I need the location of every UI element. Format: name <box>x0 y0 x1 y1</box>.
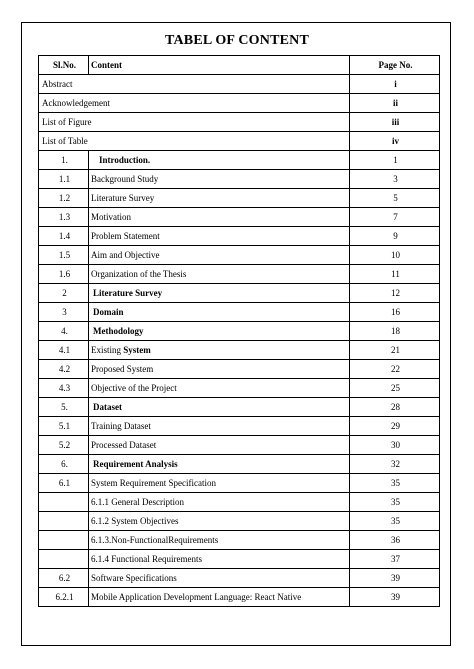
toc-content: Training Dataset <box>89 417 350 436</box>
toc-content: Introduction. <box>89 151 350 170</box>
toc-page-no: 1 <box>350 151 440 170</box>
toc-sl-no: 3 <box>39 303 89 322</box>
toc-content: 6.1.4 Functional Requirements <box>89 550 350 569</box>
toc-row <box>39 208 440 227</box>
toc-content: Dataset <box>89 398 350 417</box>
toc-row <box>39 550 440 569</box>
toc-row <box>39 189 440 208</box>
toc-page-no: 11 <box>350 265 440 284</box>
toc-row <box>39 436 440 455</box>
toc-sl-no: 1.6 <box>39 265 89 284</box>
toc-content: 6.1.1 General Description <box>89 493 350 512</box>
toc-sl-no: 6.1 <box>39 474 89 493</box>
toc-row <box>39 170 440 189</box>
front-matter-page: ii <box>350 94 440 113</box>
toc-sl-no <box>39 531 89 550</box>
toc-content: Proposed System <box>89 360 350 379</box>
toc-row <box>39 151 440 170</box>
front-matter-row <box>39 75 440 94</box>
toc-page-no: 7 <box>350 208 440 227</box>
toc-page-no: 35 <box>350 474 440 493</box>
front-matter-row <box>39 94 440 113</box>
toc-row <box>39 360 440 379</box>
toc-sl-no: 4.3 <box>39 379 89 398</box>
toc-content: Motivation <box>89 208 350 227</box>
toc-sl-no: 4.2 <box>39 360 89 379</box>
toc-sl-no: 2 <box>39 284 89 303</box>
toc-content: 6.1.3.Non-FunctionalRequirements <box>89 531 350 550</box>
toc-content: Organization of the Thesis <box>89 265 350 284</box>
toc-content: Mobile Application Development Language: React Native <box>89 588 350 607</box>
toc-row <box>39 569 440 588</box>
toc-page-no: 10 <box>350 246 440 265</box>
toc-row <box>39 474 440 493</box>
toc-row <box>39 246 440 265</box>
toc-content: Methodology <box>89 322 350 341</box>
toc-page-no: 36 <box>350 531 440 550</box>
front-matter-label: List of Figure <box>39 113 350 132</box>
toc-content <box>89 341 350 360</box>
toc-sl-no: 6.2.1 <box>39 588 89 607</box>
toc-row <box>39 512 440 531</box>
toc-sl-no: 1.5 <box>39 246 89 265</box>
toc-row <box>39 455 440 474</box>
toc-page-no: 5 <box>350 189 440 208</box>
toc-page-no: 39 <box>350 569 440 588</box>
toc-page-no: 35 <box>350 512 440 531</box>
toc-row <box>39 398 440 417</box>
toc-page-no: 32 <box>350 455 440 474</box>
toc-row <box>39 531 440 550</box>
toc-page-no: 21 <box>350 341 440 360</box>
toc-sl-no: 4. <box>39 322 89 341</box>
toc-page-no: 9 <box>350 227 440 246</box>
toc-content: Requirement Analysis <box>89 455 350 474</box>
toc-page-no: 30 <box>350 436 440 455</box>
toc-page-no: 25 <box>350 379 440 398</box>
toc-content: Objective of the Project <box>89 379 350 398</box>
toc-sl-no: 5.2 <box>39 436 89 455</box>
toc-row <box>39 284 440 303</box>
toc-content: Domain <box>89 303 350 322</box>
front-matter-label: Acknowledgement <box>39 94 350 113</box>
toc-page-no: 16 <box>350 303 440 322</box>
toc-row <box>39 588 440 607</box>
toc-page-no: 28 <box>350 398 440 417</box>
toc-page-no: 37 <box>350 550 440 569</box>
toc-sl-no: 5. <box>39 398 89 417</box>
toc-sl-no: 6.2 <box>39 569 89 588</box>
toc-content: Background Study <box>89 170 350 189</box>
toc-content: 6.1.2 System Objectives <box>89 512 350 531</box>
toc-sl-no: 4.1 <box>39 341 89 360</box>
front-matter-page: iv <box>350 132 440 151</box>
toc-header-row <box>39 56 440 75</box>
toc-sl-no: 1.2 <box>39 189 89 208</box>
toc-sl-no: 1.4 <box>39 227 89 246</box>
front-matter-row <box>39 113 440 132</box>
toc-sl-no: 1. <box>39 151 89 170</box>
toc-row <box>39 341 440 360</box>
toc-row <box>39 417 440 436</box>
toc-sl-no <box>39 512 89 531</box>
toc-page-no: 3 <box>350 170 440 189</box>
page-title: TABEL OF CONTENT <box>164 33 309 48</box>
toc-page-no: 29 <box>350 417 440 436</box>
toc-content: Literature Survey <box>89 284 350 303</box>
toc-row <box>39 322 440 341</box>
toc-content: Software Specifications <box>89 569 350 588</box>
toc-content-text: Existing <box>91 345 124 355</box>
front-matter-label: List of Table <box>39 132 350 151</box>
header-page-no: Page No. <box>350 56 440 75</box>
toc-row <box>39 303 440 322</box>
toc-content: Processed Dataset <box>89 436 350 455</box>
toc-sl-no: 1.1 <box>39 170 89 189</box>
toc-page-no: 22 <box>350 360 440 379</box>
toc-page-no: 39 <box>350 588 440 607</box>
toc-content-emphasis: System <box>123 345 151 355</box>
toc-sl-no <box>39 493 89 512</box>
toc-content: Problem Statement <box>89 227 350 246</box>
toc-row <box>39 227 440 246</box>
toc-content: Aim and Objective <box>89 246 350 265</box>
toc-table <box>38 55 440 607</box>
toc-row <box>39 265 440 284</box>
front-matter-label: Abstract <box>39 75 350 94</box>
toc-sl-no <box>39 550 89 569</box>
front-matter-page: i <box>350 75 440 94</box>
toc-content: System Requirement Specification <box>89 474 350 493</box>
toc-content: Literature Survey <box>89 189 350 208</box>
toc-page-no: 35 <box>350 493 440 512</box>
toc-sl-no: 1.3 <box>39 208 89 227</box>
front-matter-page: iii <box>350 113 440 132</box>
header-content: Content <box>89 56 350 75</box>
toc-sl-no: 5.1 <box>39 417 89 436</box>
header-sl-no: Sl.No. <box>39 56 89 75</box>
toc-page-no: 12 <box>350 284 440 303</box>
toc-row <box>39 379 440 398</box>
toc-page-no: 18 <box>350 322 440 341</box>
front-matter-row <box>39 132 440 151</box>
toc-sl-no: 6. <box>39 455 89 474</box>
toc-row <box>39 493 440 512</box>
